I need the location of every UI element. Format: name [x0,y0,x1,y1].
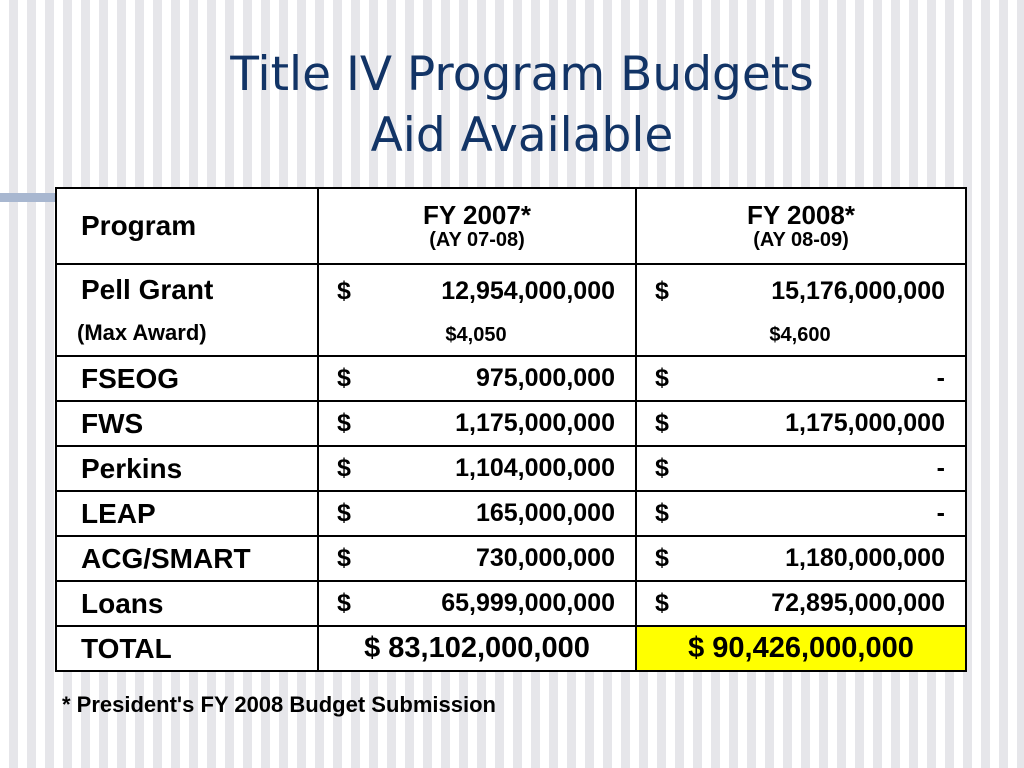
acg-smart-fy2008-amount: 1,180,000,000 [785,544,945,572]
currency-symbol: $ [337,364,351,392]
program-total: TOTAL [56,626,318,671]
slide-title [0,44,1024,166]
acg-smart-fy2007-amount: 730,000,000 [475,544,615,572]
program-loans: Loans [56,581,318,626]
total-fy2007: $ 83,102,000,000 [318,626,636,671]
fws-fy2007 [318,401,636,446]
currency-symbol: $ [655,499,669,527]
header-fy2007-label: FY 2007* [423,200,531,230]
header-fy2007-sub: (AY 07-08) [429,229,525,251]
leap-fy2007 [318,491,636,536]
pell-fy2008-max-award: $4,600 [769,324,831,346]
program-pell-label: Pell Grant [81,274,214,305]
perkins-fy2007-amount: 1,104,000,000 [455,454,615,482]
pell-fy2007-max-award: $4,050 [445,324,507,346]
program-acg-smart: ACG/SMART [56,536,318,581]
header-fy2007 [318,188,636,264]
currency-symbol: $ [337,409,351,437]
perkins-fy2008 [636,446,966,491]
currency-symbol: $ [337,454,351,482]
leap-fy2008 [636,491,966,536]
leap-fy2008-amount: - [936,499,945,527]
header-program: Program [56,188,318,264]
table-row-fws [56,401,966,446]
program-pell [56,264,318,356]
currency-symbol: $ [655,409,669,437]
fseog-fy2008 [636,356,966,401]
pell-fy2007-amount: 12,954,000,000 [441,277,615,305]
footnote: * President's FY 2008 Budget Submission [62,692,496,717]
table-row-fseog [56,356,966,401]
currency-symbol: $ [337,499,351,527]
table-row-total [56,626,966,671]
currency-symbol: $ [655,454,669,482]
header-fy2008-sub: (AY 08-09) [753,229,849,251]
currency-symbol: $ [655,544,669,572]
acg-smart-fy2007 [318,536,636,581]
pell-fy2008 [636,264,966,356]
fseog-fy2007 [318,356,636,401]
perkins-fy2007 [318,446,636,491]
table-row-perkins [56,446,966,491]
pell-fy2007 [318,264,636,356]
fseog-fy2008-amount: - [936,364,945,392]
program-pell-note: (Max Award) [77,320,207,345]
loans-fy2007 [318,581,636,626]
budget-table [55,187,967,672]
table-row-acg-smart [56,536,966,581]
fseog-fy2007-amount: 975,000,000 [475,364,615,392]
title-line-1: Title IV Program Budgets [230,47,814,102]
program-fseog: FSEOG [56,356,318,401]
currency-symbol: $ [655,589,669,617]
table-header-row [56,188,966,264]
header-fy2008-label: FY 2008* [747,200,855,230]
loans-fy2008-amount: 72,895,000,000 [771,589,945,617]
leap-fy2007-amount: 165,000,000 [475,499,615,527]
fws-fy2008 [636,401,966,446]
loans-fy2008 [636,581,966,626]
currency-symbol: $ [337,277,351,305]
loans-fy2007-amount: 65,999,000,000 [441,589,615,617]
fws-fy2008-amount: 1,175,000,000 [785,409,945,437]
currency-symbol: $ [337,544,351,572]
acg-smart-fy2008 [636,536,966,581]
currency-symbol: $ [655,277,669,305]
table-row-loans [56,581,966,626]
title-line-2: Aid Available [370,108,674,163]
header-fy2008 [636,188,966,264]
table-row-pell [56,264,966,356]
perkins-fy2008-amount: - [936,454,945,482]
fws-fy2007-amount: 1,175,000,000 [455,409,615,437]
currency-symbol: $ [337,589,351,617]
pell-fy2008-amount: 15,176,000,000 [771,277,945,305]
currency-symbol: $ [655,364,669,392]
program-perkins: Perkins [56,446,318,491]
table-row-leap [56,491,966,536]
program-fws: FWS [56,401,318,446]
total-fy2008-highlighted: $ 90,426,000,000 [636,626,966,671]
program-leap: LEAP [56,491,318,536]
